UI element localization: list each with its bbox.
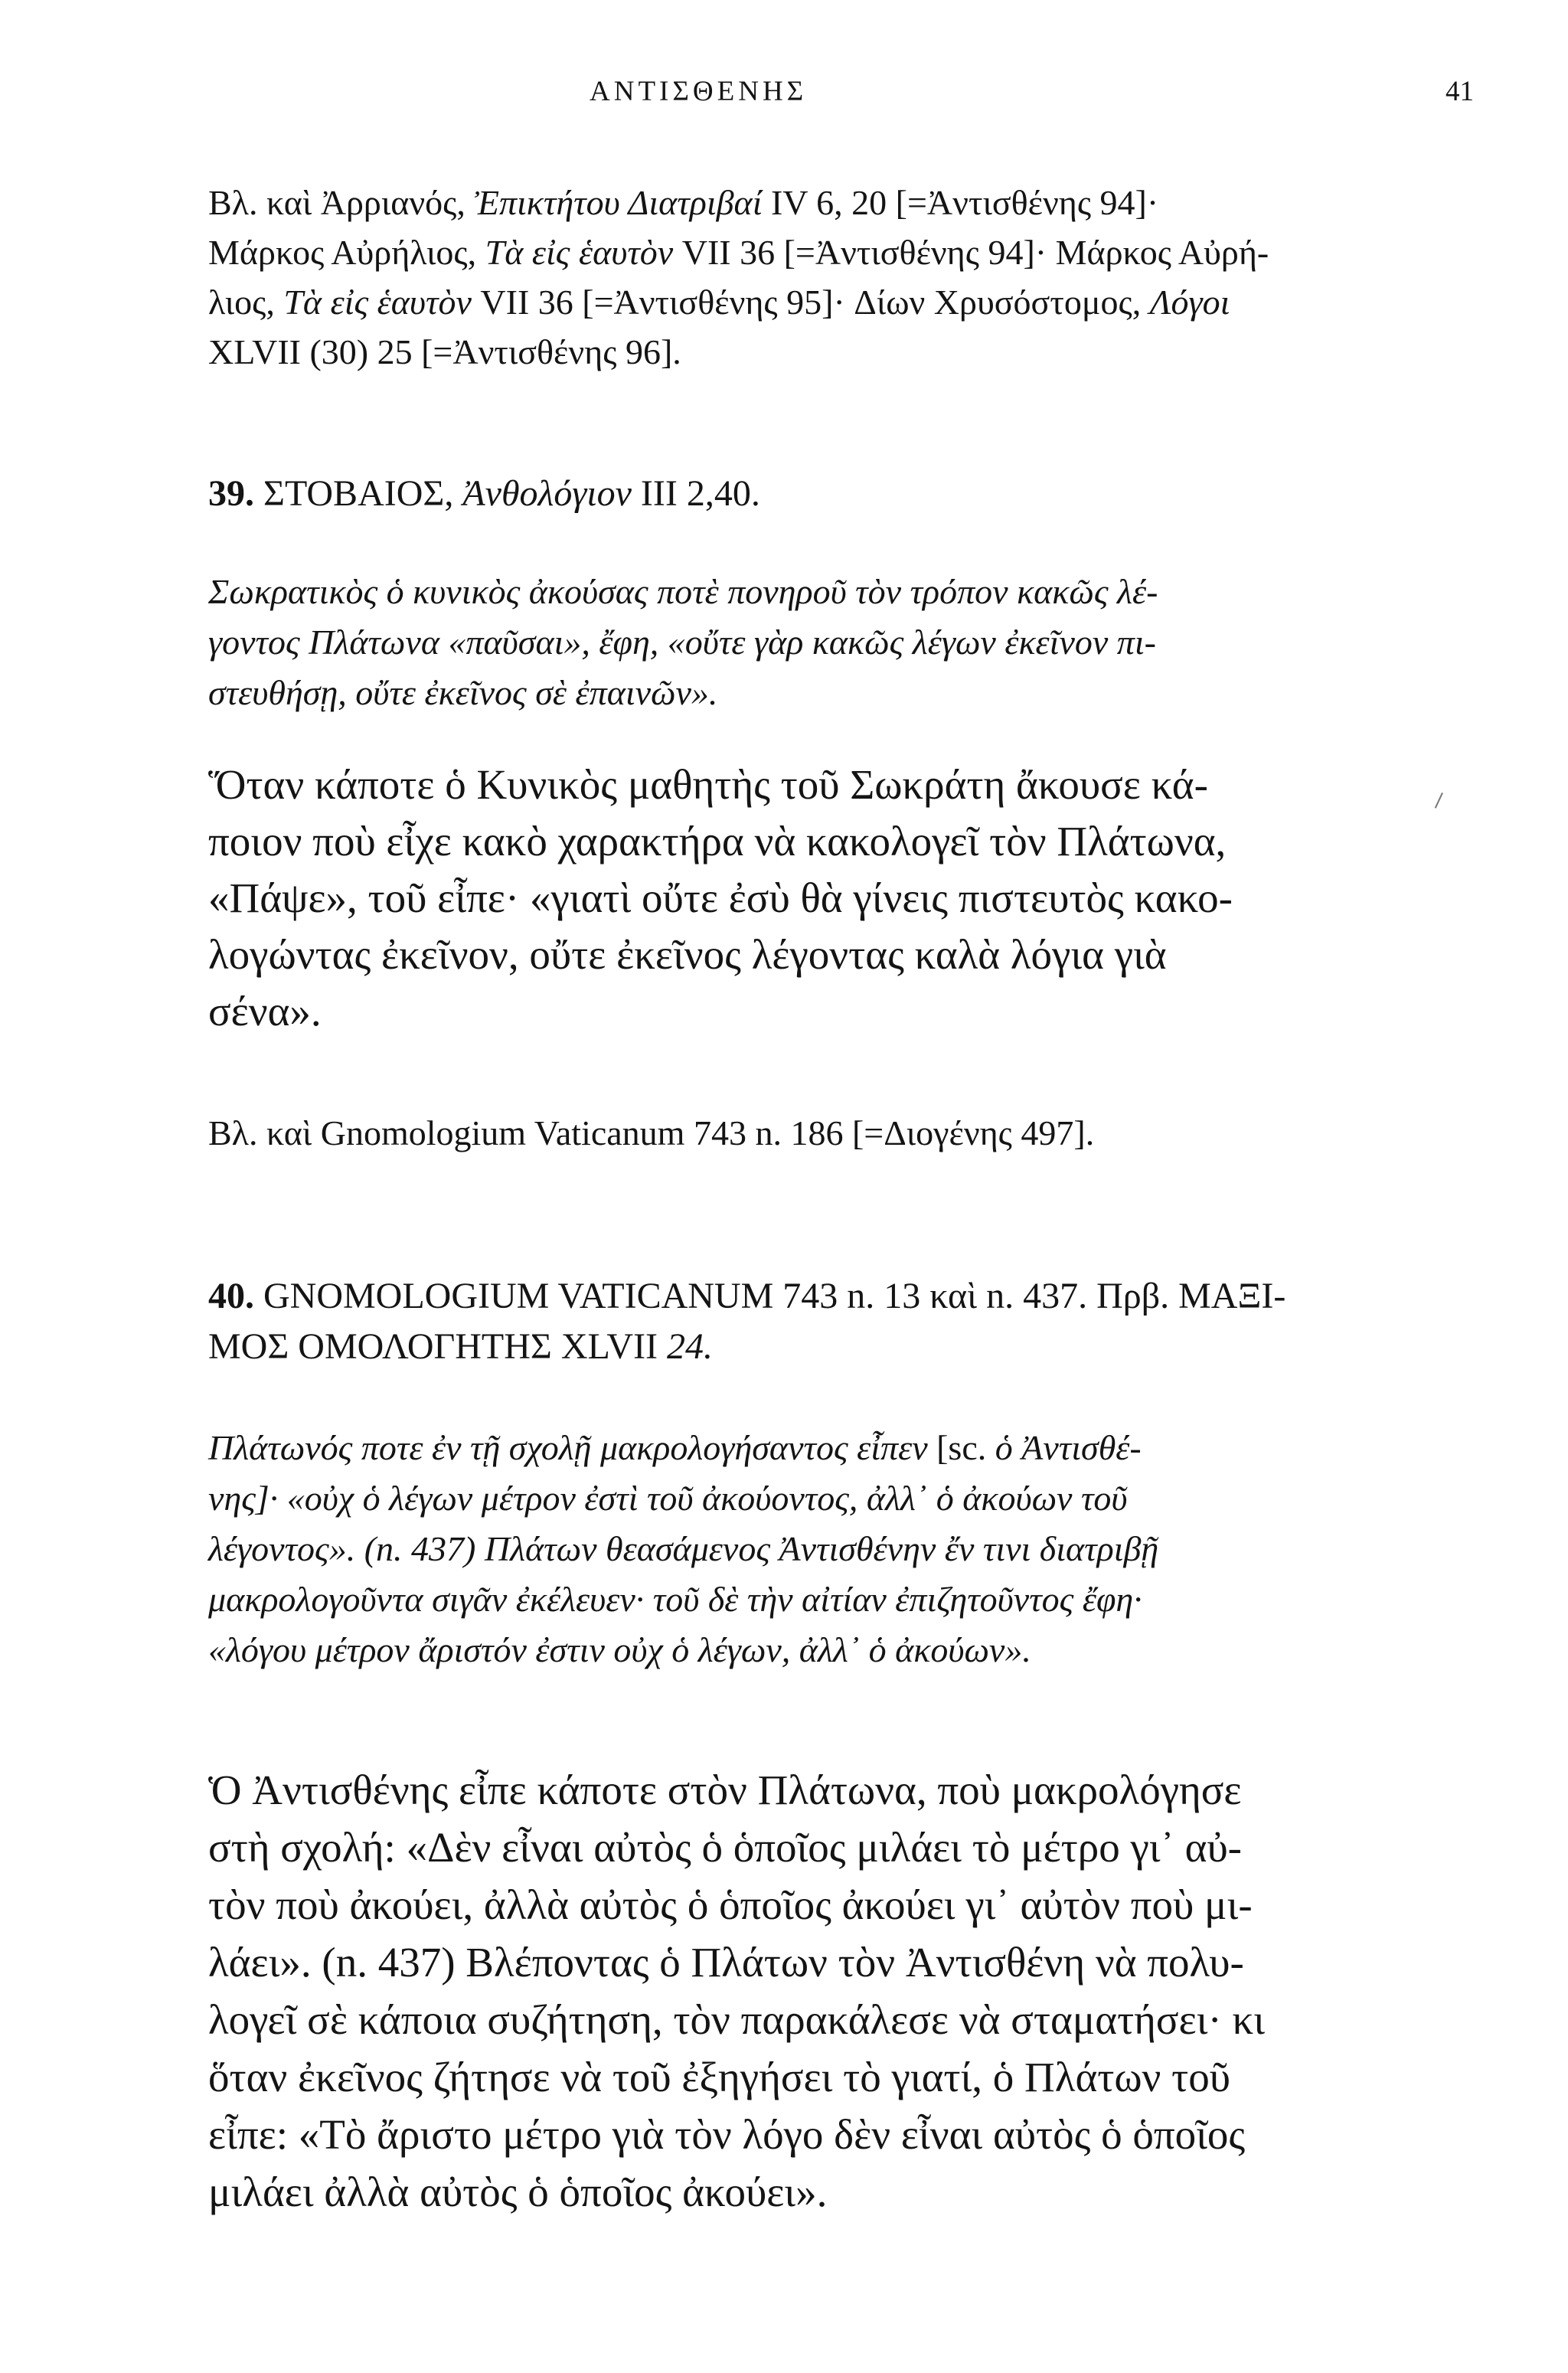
work-title: Τὰ εἰς ἑαυτὸν bbox=[485, 233, 674, 272]
text-line: τὸν ποὺ ἀκούει, ἀλλὰ αὐτὸς ὁ ὁποῖος ἀκούει γι᾿ αὐτὸν ποὺ μι- bbox=[208, 1881, 1253, 1928]
running-title: ΑΝΤΙΣΘΕΝΗΣ bbox=[590, 76, 808, 107]
text-line: μακρολογοῦντα σιγᾶν ἐκέλευεν· τοῦ δὲ τὴν αἰτίαν ἐπιζητοῦντος ἔφη· bbox=[208, 1580, 1142, 1619]
text-line: 40. GNOMOLOGIUM VATICANUM 743 n. 13 καὶ n. 437. Πρβ. ΜΑΞΙ- bbox=[208, 1276, 1286, 1316]
text-line: Βλ. καὶ Ἀρριανός, Ἐπικτήτου Διατριβαί IV 6, 20 [=Ἀντισθένης 94]· bbox=[208, 183, 1159, 222]
text-line: γοντος Πλάτωνα «παῦσαι», ἔφη, «οὔτε γὰρ κακῶς λέγων ἐκεῖνον πι- bbox=[208, 623, 1156, 662]
text-line: «λόγου μέτρον ἄριστόν ἐστιν οὐχ ὁ λέγων, ἀλλ᾿ ὁ ἀκούων». bbox=[208, 1630, 1031, 1669]
work-title: Ἀνθολόγιον bbox=[462, 473, 632, 514]
page-number: 41 bbox=[1446, 76, 1474, 107]
references-line bbox=[208, 1109, 1502, 1158]
text-line: νης]· «οὐχ ὁ λέγων μέτρον ἐστὶ τοῦ ἀκούοντος, ἀλλ᾿ ὁ ἀκούων τοῦ bbox=[208, 1479, 1128, 1518]
text-line: λέγοντος». (n. 437) Πλάτων θεασάμενος Ἀντισθένην ἔν τινι διατριβῇ bbox=[208, 1529, 1159, 1568]
ancient-greek-text-40 bbox=[208, 1423, 1502, 1675]
section-number: 40. bbox=[208, 1276, 254, 1316]
work-title: Τὰ εἰς ἑαυτὸν bbox=[283, 283, 472, 322]
translation-text-39 bbox=[208, 757, 1502, 1040]
text-line: «Πάψε», τοῦ εἶπε· «γιατὶ οὔτε ἐσὺ θὰ γίνεις πιστευτὸς κακο- bbox=[208, 874, 1233, 921]
text-line: Μάρκος Αὐρήλιος, Τὰ εἰς ἑαυτὸν VII 36 [=Ἀντισθένης 94]· Μάρκος Αὐρή- bbox=[208, 233, 1269, 272]
text-line: στὴ σχολή: «Δὲν εἶναι αὐτὸς ὁ ὁποῖος μιλάει τὸ μέτρο γι᾿ αὐ- bbox=[208, 1824, 1242, 1871]
text-line: στευθήσῃ, οὔτε ἐκεῖνος σὲ ἐπαινῶν». bbox=[208, 673, 718, 712]
text-line: λιος, Τὰ εἰς ἑαυτὸν VII 36 [=Ἀντισθένης 95]· Δίων Χρυσόστομος, Λόγοι bbox=[208, 283, 1230, 322]
text-line: XLVII (30) 25 [=Ἀντισθένης 96]. bbox=[208, 332, 681, 371]
section-heading-40 bbox=[208, 1271, 1502, 1372]
text-line: εἶπε: «Τὸ ἄριστο μέτρο γιὰ τὸν λόγο δὲν εἶναι αὐτὸς ὁ ὁποῖος bbox=[208, 2111, 1246, 2158]
text-line: Σωκρατικὸς ὁ κυνικὸς ἀκούσας ποτὲ πονηροῦ τὸν τρόπον κακῶς λέ- bbox=[208, 572, 1158, 611]
text-line: Πλάτωνός ποτε ἐν τῇ σχολῇ μακρολογήσαντος εἶπεν [sc. ὁ Ἀντισθέ- bbox=[208, 1428, 1142, 1467]
references-paragraph bbox=[208, 178, 1502, 377]
text-line: ΜΟΣ ΟΜΟΛΟΓΗΤΗΣ XLVII 24. bbox=[208, 1326, 714, 1367]
text-line: μιλάει ἀλλὰ αὐτὸς ὁ ὁποῖος ἀκούει». bbox=[208, 2169, 828, 2215]
text-line: σένα». bbox=[208, 988, 322, 1035]
translation-text-40 bbox=[208, 1761, 1502, 2221]
text-line: Ὅταν κάποτε ὁ Κυνικὸς μαθητὴς τοῦ Σωκράτη ἄκουσε κά- bbox=[208, 761, 1208, 808]
text-line: Ὁ Ἀντισθένης εἶπε κάποτε στὸν Πλάτωνα, ποὺ μακρολόγησε bbox=[208, 1767, 1242, 1813]
editorial-note: [sc. bbox=[936, 1428, 987, 1467]
text-line: λάει». (n. 437) Βλέποντας ὁ Πλάτων τὸν Ἀντισθένη νὰ πολυ- bbox=[208, 1939, 1244, 1986]
text-line: λογεῖ σὲ κάποια συζήτηση, τὸν παρακάλεσε νὰ σταματήσει· κι bbox=[208, 1996, 1266, 2043]
section-number: 39. bbox=[208, 473, 254, 514]
running-header bbox=[0, 75, 1568, 121]
text-line: λογώντας ἐκεῖνον, οὔτε ἐκεῖνος λέγοντας καλὰ λόγια γιὰ bbox=[208, 931, 1167, 978]
section-heading-39 bbox=[208, 469, 1510, 518]
text-line: ὅταν ἐκεῖνος ζήτησε νὰ τοῦ ἐξηγήσει τὸ γιατί, ὁ Πλάτων τοῦ bbox=[208, 2054, 1231, 2100]
text-line: 39. ΣΤΟΒΑΙΟΣ, Ἀνθολόγιον III 2,40. bbox=[208, 473, 760, 514]
ancient-greek-text-39 bbox=[208, 567, 1502, 718]
work-title: Ἐπικτήτου Διατριβαί bbox=[474, 183, 763, 222]
text-line: Βλ. καὶ Gnomologium Vaticanum 743 n. 186 [=Διογένης 497]. bbox=[208, 1113, 1095, 1152]
text-line: ποιον ποὺ εἶχε κακὸ χαρακτήρα νὰ κακολογεῖ τὸν Πλάτωνα, bbox=[208, 818, 1227, 865]
work-title: Λόγοι bbox=[1149, 283, 1230, 322]
